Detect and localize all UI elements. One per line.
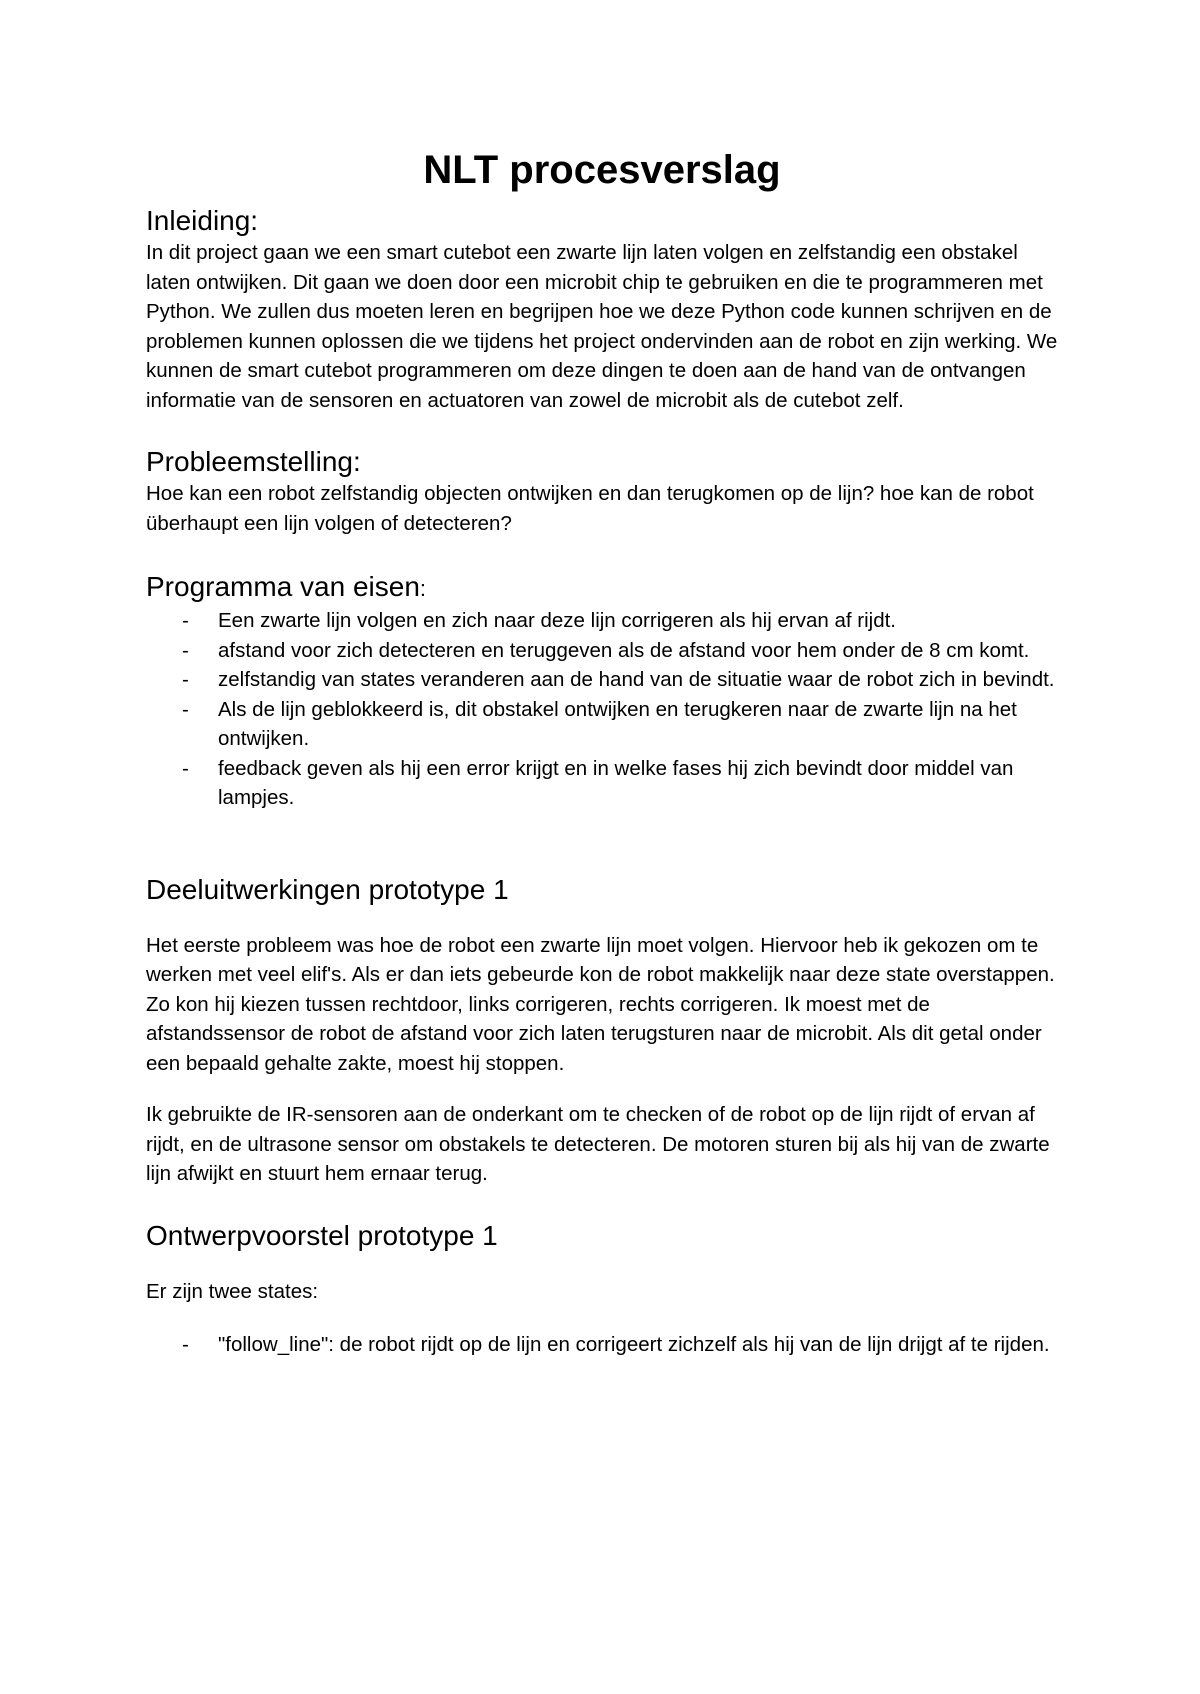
paragraph-deeluitwerkingen-1: Het eerste probleem was hoe de robot een zwarte lijn moet volgen. Hiervoor heb ik gekozen om te werken met veel elif's. Als er dan iets gebeurde kon de robot makkelijk naar deze state overstappen. Zo kon hij kiezen tussen rechtdoor, links corrigeren, rechts corrigeren. Ik moest met de afstandssensor de robot de afstand voor zich laten terugsturen naar de microbit. Als dit getal onder een bepaald gehalte zakte, moest hij stoppen. — [146, 933, 1055, 1075]
section-heading-colon: : — [419, 576, 427, 601]
section-heading-programma-van-eisen — [146, 570, 1058, 606]
list-item — [146, 636, 1058, 666]
paragraph-ontwerpvoorstel: Er zijn twee states: — [146, 1279, 319, 1303]
bullet-dash: - — [182, 697, 189, 721]
list-item-text: afstand voor zich detecteren en teruggeven als de afstand voor hem onder de 8 cm komt. — [218, 638, 1030, 662]
paragraph-inleiding: In dit project gaan we een smart cutebot een zwarte lijn laten volgen en zelfstandig een obstakel laten ontwijken. Dit gaan we doen door een microbit chip te gebruiken en die te programmeren met Python. We zullen dus moeten leren en begrijpen hoe we deze Python code kunnen schrijven en de problemen kunnen oplossen die we tijdens het project ondervinden aan de robot en zijn werking. We kunnen de smart cutebot programmeren om deze dingen te doen aan de hand van de ontvangen informatie van de sensoren en actuatoren van zowel de microbit als de cutebot zelf. — [146, 241, 1058, 412]
list-item-text: Als de lijn geblokkeerd is, dit obstakel ontwijken en terugkeren naar de zwarte lijn na het ontwijken. — [218, 697, 1017, 750]
bullet-dash: - — [182, 756, 189, 780]
requirements-list — [146, 606, 1058, 813]
list-item-text: "follow_line": de robot rijdt op de lijn en corrigeert zichzelf als hij van de lijn drijgt af te rijden. — [218, 1333, 1050, 1356]
section-heading-inleiding: Inleiding: — [146, 205, 259, 236]
list-item — [146, 665, 1058, 695]
section-heading-deeluitwerkingen: Deeluitwerkingen prototype 1 — [146, 873, 509, 905]
section-heading-ontwerpvoorstel: Ontwerpvoorstel prototype 1 — [146, 1219, 498, 1251]
section-heading-probleemstelling: Probleemstelling: — [146, 446, 361, 477]
list-item-text: Een zwarte lijn volgen en zich naar deze lijn corrigeren als hij ervan af rijdt. — [218, 609, 896, 632]
list-item — [146, 606, 1058, 636]
bullet-dash: - — [182, 1333, 189, 1356]
section-heading-text: Programma van eisen — [146, 571, 420, 602]
document-title: NLT procesverslag — [423, 148, 781, 192]
states-list — [146, 1330, 1058, 1360]
paragraph-deeluitwerkingen-2: Ik gebruikte de IR-sensoren aan de onderkant om te checken of de robot op de lijn rijdt of ervan af rijdt, en de ultrasone sensor om obstakels te detecteren. De motoren sturen bij als hij van de zwarte lijn afwijkt en stuurt hem ernaar terug. — [146, 1103, 1050, 1185]
list-item — [146, 695, 1058, 754]
list-item — [146, 1330, 1058, 1360]
list-item — [146, 754, 1058, 813]
list-item-text: feedback geven als hij een error krijgt en in welke fases hij zich bevindt door middel van lampjes. — [218, 756, 1014, 809]
bullet-dash: - — [182, 668, 189, 691]
paragraph-probleemstelling: Hoe kan een robot zelfstandig objecten ontwijken en dan terugkomen op de lijn? hoe kan de robot überhaupt een lijn volgen of detecteren? — [146, 482, 1034, 535]
list-item-text: zelfstandig van states veranderen aan de hand van de situatie waar de robot zich in bevindt. — [218, 668, 1055, 691]
bullet-dash: - — [182, 638, 189, 662]
bullet-dash: - — [182, 609, 189, 632]
